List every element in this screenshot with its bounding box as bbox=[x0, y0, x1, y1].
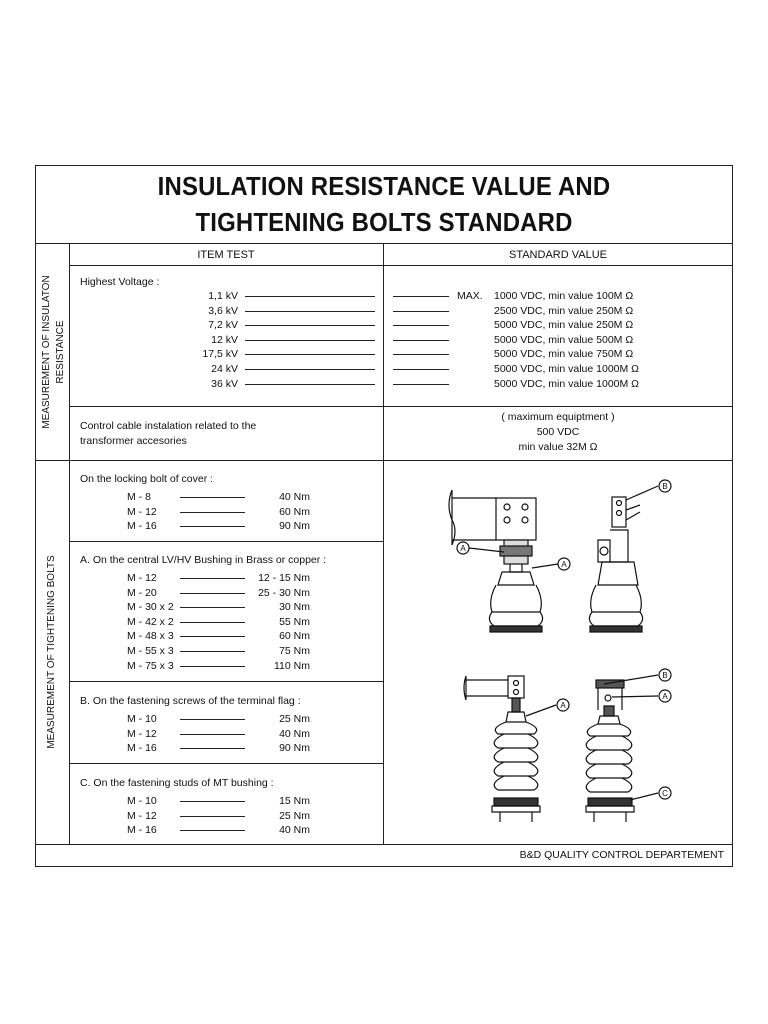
bolt-size: M - 12 bbox=[127, 505, 157, 518]
control-cable-text-2: transformer accesories bbox=[80, 435, 187, 447]
torque-value: 25 - 30 Nm bbox=[258, 586, 310, 599]
torque-value: 90 Nm bbox=[279, 742, 310, 755]
voltage-level: 1,1 kV bbox=[208, 290, 238, 302]
bolt-size: M - 48 x 3 bbox=[127, 630, 174, 643]
bolt-size: M - 12 bbox=[127, 809, 157, 822]
bolt-size: M - 16 bbox=[127, 520, 157, 533]
standard-value: 1000 VDC, min value 100M Ω bbox=[494, 290, 634, 302]
bushing-icon bbox=[586, 680, 634, 822]
bolt-size: M - 16 bbox=[127, 824, 157, 837]
torque-value: 40 Nm bbox=[279, 824, 310, 837]
bushing-icon bbox=[464, 676, 540, 822]
torque-value: 30 Nm bbox=[279, 601, 310, 614]
torque-value: 90 Nm bbox=[279, 520, 310, 533]
voltage-level: 7,2 kV bbox=[208, 319, 238, 332]
footer-department: B&D QUALITY CONTROL DEPARTEMENT bbox=[519, 849, 724, 861]
torque-value: 55 Nm bbox=[279, 615, 310, 628]
voltage-level: 12 kV bbox=[211, 333, 238, 346]
torque-value: 60 Nm bbox=[279, 505, 310, 518]
item-test-header: ITEM TEST bbox=[197, 249, 255, 261]
torque-value: 12 - 15 Nm bbox=[258, 572, 310, 584]
voltage-level: 24 kV bbox=[211, 363, 238, 375]
bushing-icon bbox=[449, 490, 543, 632]
voltage-level: 3,6 kV bbox=[208, 304, 238, 317]
control-cable-value-1: ( maximum equiptment ) bbox=[501, 411, 615, 423]
torque-value: 60 Nm bbox=[279, 630, 310, 643]
bolt-size: M - 30 x 2 bbox=[127, 601, 174, 614]
torque-value: 110 Nm bbox=[274, 659, 310, 672]
callout-a-label: A bbox=[561, 560, 567, 569]
callout-c-label: C bbox=[662, 789, 668, 798]
callout-a-label: A bbox=[560, 701, 566, 710]
max-label: MAX. bbox=[457, 290, 483, 302]
bolt-size: M - 42 x 2 bbox=[127, 615, 174, 628]
standard-value: 5000 VDC, min value 750M Ω bbox=[494, 348, 634, 361]
callout-a-label: A bbox=[662, 692, 668, 701]
control-cable-value-2: 500 VDC bbox=[536, 426, 580, 438]
standard-value: 2500 VDC, min value 250M Ω bbox=[494, 304, 634, 317]
standard-value: 5000 VDC, min value 250M Ω bbox=[494, 319, 634, 332]
voltage-level: 36 kV bbox=[211, 377, 238, 390]
control-cable-text-1: Control cable instalation related to the bbox=[80, 420, 257, 432]
standard-value: 5000 VDC, min value 1000M Ω bbox=[494, 363, 640, 375]
callout-b-label: B bbox=[662, 482, 668, 491]
callout-b-label: B bbox=[662, 671, 668, 680]
callout-a-label: A bbox=[460, 544, 466, 553]
terminal-flag-heading: B. On the fastening screws of the terminal flag : bbox=[80, 695, 301, 707]
voltage-level: 17,5 kV bbox=[202, 348, 238, 361]
insulation-section-label-2: RESISTANCE bbox=[55, 320, 66, 384]
bolt-size: M - 10 bbox=[127, 713, 157, 725]
central-bushing-heading: A. On the central LV/HV Bushing in Brass or copper : bbox=[80, 554, 327, 566]
highest-voltage-heading: Highest Voltage : bbox=[80, 276, 160, 288]
torque-value: 15 Nm bbox=[279, 795, 310, 807]
insulation-section-label-1: MEASUREMENT OF INSULATON bbox=[41, 275, 52, 429]
title-line-1: INSULATION RESISTANCE VALUE AND bbox=[157, 171, 611, 201]
torque-value: 75 Nm bbox=[279, 645, 310, 657]
torque-value: 40 Nm bbox=[279, 491, 310, 503]
bushing-icon bbox=[589, 497, 642, 632]
bolt-size: M - 75 x 3 bbox=[127, 659, 174, 672]
bolt-size: M - 55 x 3 bbox=[127, 645, 174, 657]
tightening-section-label: MEASUREMENT OF TIGHTENING BOLTS bbox=[46, 555, 57, 749]
torque-value: 25 Nm bbox=[279, 713, 310, 725]
bolt-size: M - 16 bbox=[127, 742, 157, 755]
mt-bushing-heading: C. On the fastening studs of MT bushing : bbox=[80, 777, 274, 789]
bolt-size: M - 8 bbox=[127, 491, 151, 503]
title-line-2: TIGHTENING BOLTS STANDARD bbox=[195, 207, 573, 237]
bolt-size: M - 12 bbox=[127, 572, 157, 584]
standard-value-header: STANDARD VALUE bbox=[508, 249, 607, 261]
bolt-size: M - 10 bbox=[127, 795, 157, 807]
standard-value: 5000 VDC, min value 1000M Ω bbox=[494, 377, 640, 390]
torque-value: 25 Nm bbox=[279, 809, 310, 822]
bolt-size: M - 20 bbox=[127, 586, 157, 599]
control-cable-value-3: min value 32M Ω bbox=[518, 441, 598, 453]
standard-value: 5000 VDC, min value 500M Ω bbox=[494, 333, 634, 346]
locking-bolt-heading: On the locking bolt of cover : bbox=[80, 473, 214, 485]
torque-value: 40 Nm bbox=[279, 727, 310, 740]
bolt-size: M - 12 bbox=[127, 727, 157, 740]
